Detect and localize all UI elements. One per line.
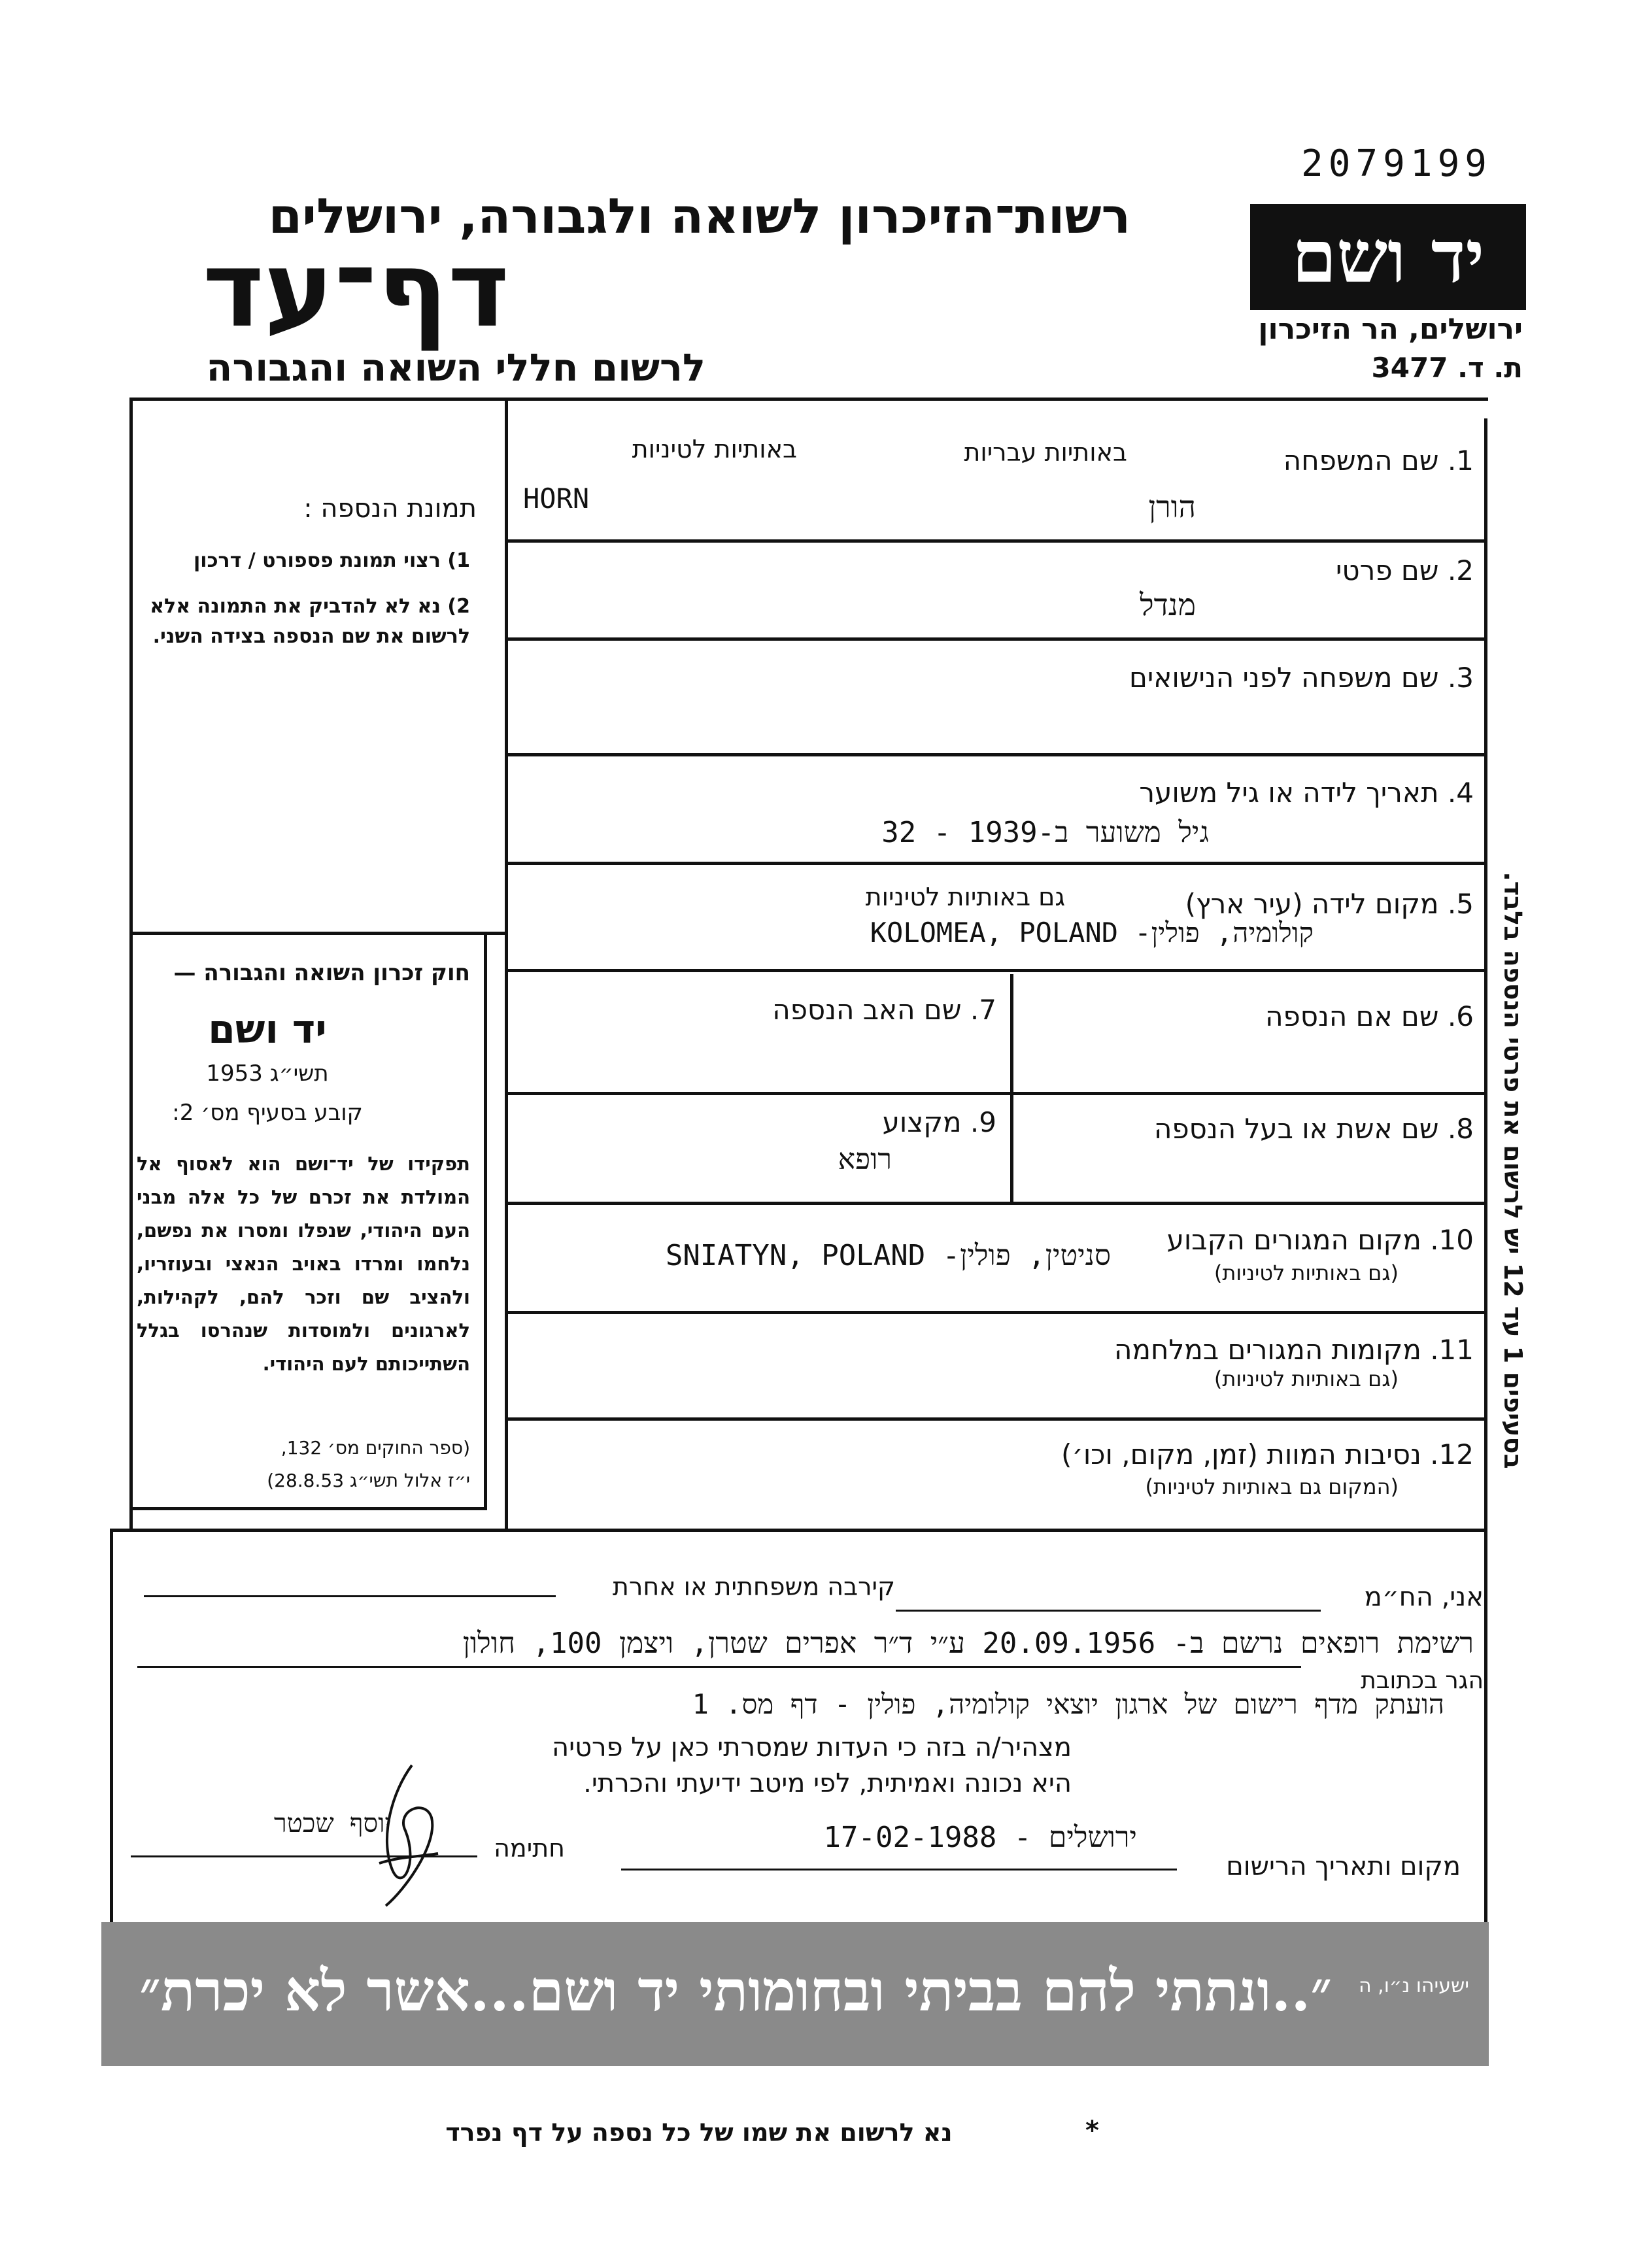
frame-right	[1484, 418, 1487, 1952]
field-5-label: 5. מקום לידה (עיר ארץ)	[1185, 888, 1474, 920]
field-5-note: גם באותיות לטיניות	[865, 883, 1065, 911]
sep-1	[505, 539, 1486, 543]
law-box-bottom	[129, 1507, 486, 1510]
col-header-latin: באותיות לטיניות	[632, 435, 797, 464]
signer-name: יוסף שכטר	[274, 1808, 392, 1838]
sep-9	[505, 1417, 1486, 1421]
field-9-value[interactable]: רופא	[838, 1143, 892, 1176]
sep-8	[505, 1311, 1486, 1314]
law-text: תפקידו של יד־ושם הוא לאסוף אל המולדת את זכרם של כל אלה מבני העם היהודי, שנפלו ומסרו את נפשם, נלחמו ומרדו באויב הנאצי ובעוזריו, ולהציב שם וזכר להם, לקהילות, לארגונים ולמוסדות שנהרסו בגלל השתייכותם לעם היהודי.	[137, 1153, 470, 1375]
declarant-details[interactable]: רשימת רופאים נרשם ב- 20.09.1956 ע״י ד״ר אפרים שטרן, ויצמן 100, חולון	[462, 1627, 1474, 1660]
banner-source: ישעיהו נ״ו, ה	[1359, 1974, 1469, 1997]
sep-6	[505, 1092, 1486, 1095]
photo-note-2-num: 2)	[447, 595, 470, 618]
yad-vashem-logo	[1250, 204, 1526, 310]
sep-7	[505, 1202, 1486, 1205]
details-line	[137, 1666, 1301, 1668]
field-2-value[interactable]: מנדל	[1140, 587, 1196, 622]
law-ref-1: (ספר החוקים מס׳ 132,	[280, 1437, 470, 1459]
banner-quote: ״..ונתתי להם בביתי ובחומותי יד ושם...אשר לא יכרת״	[139, 1958, 1332, 2024]
page-title: דף־עד	[202, 228, 509, 350]
statement-1: מצהיר/ה בזה כי העדות שמסרתי כאן על פרטיה	[552, 1733, 1072, 1763]
field-4-value[interactable]: גיל משוער ב-1939 - 32	[881, 816, 1209, 849]
pobox: ת. ד. 3477	[1371, 352, 1523, 384]
photo-note-1-text: רצוי תמונת פספורט / דרכון	[193, 549, 441, 572]
law-name: יד ושם	[208, 1007, 327, 1053]
authority-title: רשות־הזיכרון לשואה ולגבורה, ירושלים	[268, 188, 1130, 245]
field-3-label: 3. שם משפחה לפני הנישואים	[1129, 662, 1474, 694]
address-label: הגר בכתובת	[1361, 1667, 1484, 1694]
field-6-label: 6. שם אם הנספה	[1265, 1000, 1474, 1032]
field-11-label: 11. מקומות המגורים במלחמה	[1114, 1334, 1474, 1366]
address: ירושלים, הר הזיכרון	[1258, 313, 1523, 346]
copied-from[interactable]: הועתק מדף רישום של ארגון יוצאי קולומיה, פולין - דף מס. 1	[692, 1688, 1444, 1720]
field-11-note: (גם באותיות לטיניות)	[1214, 1366, 1399, 1391]
field-10-note: (גם באותיות לטיניות)	[1214, 1261, 1399, 1285]
field-12-label: 12. נסיבות המוות (זמן, מקום, וכו׳)	[1061, 1438, 1474, 1470]
sep-4	[505, 862, 1486, 865]
place-date-label: מקום ותאריך הרישום	[1226, 1852, 1461, 1882]
field-8-label: 8. שם אשת או בעל הנספה	[1153, 1113, 1474, 1145]
sep-2	[505, 637, 1486, 641]
field-7-label: 7. שם האב הנספה	[772, 994, 996, 1026]
field-5-value[interactable]: קולומיה, פולין- KOLOMEA, POLAND	[870, 917, 1314, 949]
photo-note-2-text: נא לא להדביק את התמונה אלא לרשום את שם הנספה בצידה השני.	[150, 595, 470, 648]
sep-5	[505, 969, 1486, 972]
signature-label: חתימה	[494, 1834, 565, 1863]
side-note: בסעיפים 1 עד 12 יש לרשום את פרטי הנספה בלבד.	[1499, 872, 1527, 1469]
name-line	[144, 1595, 556, 1597]
photo-box-bottom	[129, 932, 507, 935]
sep-vertical-6-9	[1010, 974, 1013, 1203]
field-1-latin[interactable]: HORN	[523, 482, 590, 515]
sep-3	[505, 753, 1486, 756]
photo-title: תמונת הנספה :	[303, 494, 477, 524]
field-10-value[interactable]: סניטין, פולין- SNIATYN, POLAND	[665, 1239, 1111, 1272]
law-box-right	[484, 935, 487, 1510]
frame-left-lower	[110, 1530, 113, 1952]
field-9-label: 9. מקצוע	[882, 1106, 996, 1138]
quote-banner	[101, 1922, 1489, 2066]
field-4-label: 4. תאריך לידה או גיל משוער	[1139, 777, 1474, 809]
field-1-hebrew[interactable]: הורן	[1148, 489, 1196, 524]
field-12-note: (המקום גם באותיות לטיניות)	[1145, 1474, 1399, 1499]
left-col-divider	[505, 398, 508, 1532]
relation-label: קירבה משפחתית או אחרת	[612, 1572, 895, 1601]
footer-star: *	[1085, 2116, 1099, 2146]
photo-note-1	[130, 549, 470, 572]
field-1-label: 1. שם המשפחה	[1283, 445, 1474, 477]
place-date-line	[621, 1869, 1177, 1870]
law-section: קובע בסעיף מס׳ 2:	[172, 1100, 363, 1126]
col-header-hebrew: באותיות עבריות	[964, 438, 1127, 467]
field-2-label: 2. שם פרטי	[1336, 554, 1474, 586]
place-date-value[interactable]: ירושלים - 17-02-1988	[823, 1821, 1137, 1854]
relation-line	[896, 1610, 1321, 1612]
statement-2: היא נכונה ואמיתית, לפי מיטב ידיעתי והכרתי.	[583, 1769, 1072, 1799]
law-title: חוק זכרון השואה והגבורה —	[173, 960, 470, 986]
page-subtitle: לרשום חללי השואה והגבורה	[206, 345, 705, 390]
footer-note: נא לרשום את שמו של כל נספה על דף נפרד	[445, 2118, 953, 2147]
photo-note-1-num: 1)	[447, 549, 470, 572]
law-year: תשי״ג 1953	[206, 1060, 329, 1087]
declaration-i-label: אני, הח״מ	[1364, 1582, 1484, 1612]
frame-top	[129, 398, 1488, 401]
fields-bottom	[110, 1529, 1486, 1532]
photo-note-2	[130, 592, 470, 652]
law-ref-2: י״ז אלול תשי״ג 28.8.53)	[267, 1470, 470, 1491]
handwritten-signature	[366, 1759, 445, 1909]
logo-text: יד ושם	[1291, 214, 1485, 299]
field-10-label: 10. מקום המגורים הקבוע	[1166, 1224, 1474, 1256]
form-number: 2079199	[1301, 143, 1493, 185]
